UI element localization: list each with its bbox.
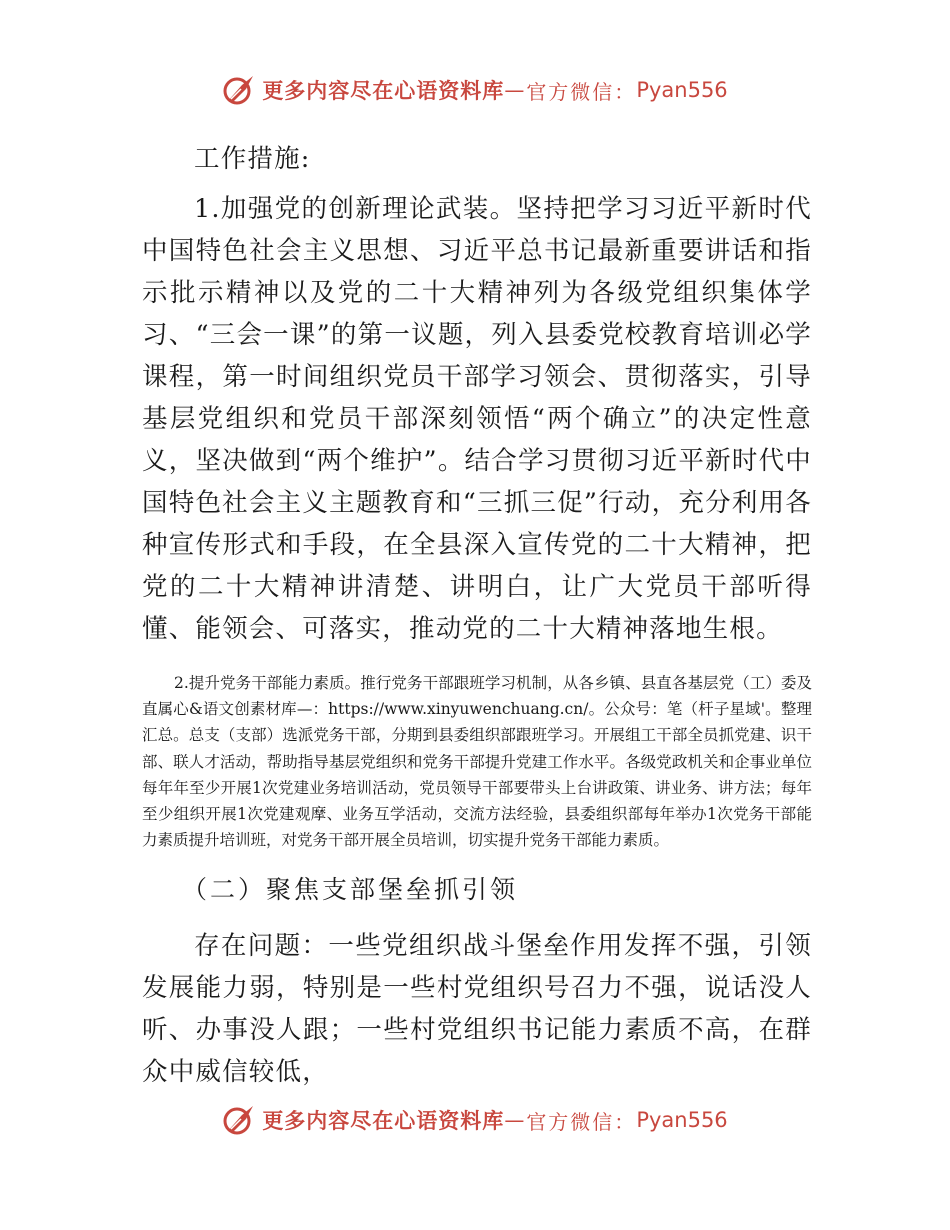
quill-logo-icon xyxy=(222,1103,256,1137)
measures-title: 工作措施: xyxy=(194,144,311,174)
section-heading: （二）聚焦支部堡垒抓引领 xyxy=(182,875,519,905)
header-wechat-label: 官方微信： xyxy=(526,79,637,104)
header-wechat-id: Pyan556 xyxy=(636,78,728,102)
footer-wechat-label: 官方微信： xyxy=(526,1109,637,1134)
header-watermark xyxy=(0,70,950,110)
problems-paragraph: 存在问题：一些党组织战斗堡垒作用发挥不强，引领发展能力弱，特别是一些村党组织号召力不强，说话没人听、办事没人跟；一些村党组织书记能力素质不高，在群众中威信较低， xyxy=(142,931,812,1088)
header-dash: — xyxy=(504,78,527,102)
measure-item-1: 1.加强党的创新理论武装。坚持把学习习近平新时代中国特色社会主义思想、习近平总书记最新重要讲话和指示批示精神以及党的二十大精神列为各级党组织集体学习、“三会一课”的第一议题，列入县委党校教育培训必学课程，第一时间组织党员干部学习领会、贯彻落实，引导基层党组织和党员干部深刻领悟“两个确立”的决定性意义，坚决做到“两个维护”。结合学习贯彻习近平新时代中国特色社会主义主题教育和“三抓三促”行动，充分利用各种宣传形式和手段，在全县深入宣传党的二十大精神，把党的二十大精神讲清楚、讲明白，让广大党员干部听得懂、能领会、可落实，推动党的二十大精神落地生根。 xyxy=(142,194,812,644)
measure-item-2: 2.提升党务干部能力素质。推行党务干部跟班学习机制，从各乡镇、县直各基层党（工）委及直属心&语文创素材库—：https://www.xinyuwenchuang.cn/。公众号：笔（杆子星域'。整理汇总。总支（支部）选派党务干部，分期到县委组织部跟班学习。开展组工干部全员抓党建、识干部、联人才活动，帮助指导基层党组织和党务干部提升党建工作水平。各级党政机关和企事业单位每年年至少开展1次党建业务培训活动，党员领导干部要带头上台讲政策、讲业务、讲方法；每年至少组织开展1次党建观摩、业务互学活动，交流方法经验，县委组织部每年举办1次党务干部能力素质提升培训班，对党务干部开展全员培训，切实提升党务干部能力素质。 xyxy=(142,674,812,850)
footer-dash: — xyxy=(504,1108,527,1132)
quill-logo-icon xyxy=(222,73,256,107)
footer-wechat-id: Pyan556 xyxy=(636,1108,728,1132)
document-body xyxy=(142,138,812,1093)
header-brand-text: 更多内容尽在心语资料库 xyxy=(262,79,505,103)
footer-watermark xyxy=(0,1100,950,1140)
footer-brand-text: 更多内容尽在心语资料库 xyxy=(262,1109,505,1133)
